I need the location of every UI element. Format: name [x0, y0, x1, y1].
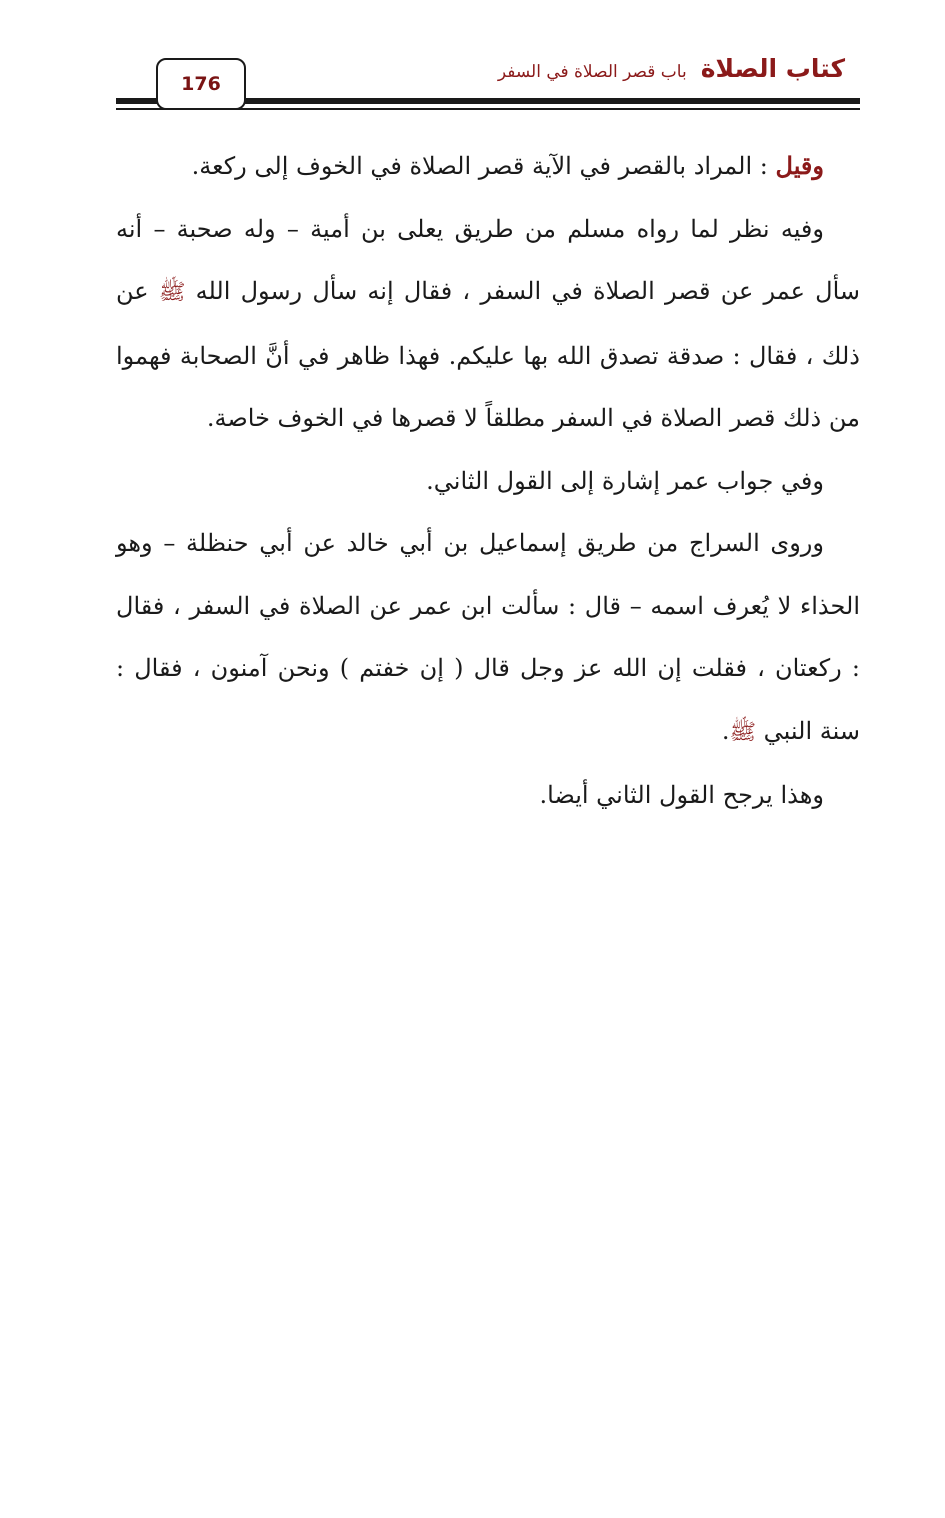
page-header [0, 0, 945, 120]
page-body [116, 135, 860, 827]
paragraph-1-text: : المراد بالقصر في الآية قصر الصلاة في الخوف إلى ركعة. [191, 152, 776, 180]
paragraph-3-text: وفي جواب عمر إشارة إلى القول الثاني. [426, 466, 824, 495]
paragraph-3 [116, 450, 860, 513]
paragraph-4-text-a: وروى السراج من طريق إسماعيل بن أبي خالد عن أبي حنظلة – وهو الحذاء لا يُعرف اسمه – قال : سألت ابن عمر عن الصلاة في السفر ، فقال : ركعتان ، فقلت إن الله عز وجل قال ( إن خفتم ) ونحن آمنون ، فقال : سنة النبي [116, 529, 861, 745]
paragraph-2 [116, 198, 860, 450]
paragraph-2-text-b: عن ذلك ، فقال : صدقة تصدق الله بها عليكم. فهذا ظاهر في أنَّ الصحابة فهموا من ذلك قصر الصلاة في السفر مطلقاً لا قصرها في الخوف خاصة. [116, 277, 860, 432]
salawat-icon: ﷺ [729, 719, 757, 745]
paragraph-4-text-b: . [721, 716, 730, 745]
keyword-qeel: وقيل [775, 151, 824, 180]
page-number: 176 [181, 73, 221, 95]
running-head [498, 54, 845, 83]
paragraph-1 [116, 135, 860, 198]
chapter-title: باب قصر الصلاة في السفر [497, 62, 687, 82]
book-title: كتاب الصلاة [700, 54, 845, 83]
page-number-box [156, 58, 246, 110]
paragraph-2-text-a: وفيه نظر لما رواه مسلم من طريق يعلى بن أمية – وله صحبة – أنه سأل عمر عن قصر الصلاة في السفر ، فقال إنه سأل رسول الله [116, 214, 861, 305]
paragraph-4 [116, 512, 860, 764]
paragraph-5-text: وهذا يرجح القول الثاني أيضا. [539, 781, 824, 809]
salawat-icon: ﷺ [158, 280, 186, 305]
paragraph-5 [116, 764, 860, 827]
